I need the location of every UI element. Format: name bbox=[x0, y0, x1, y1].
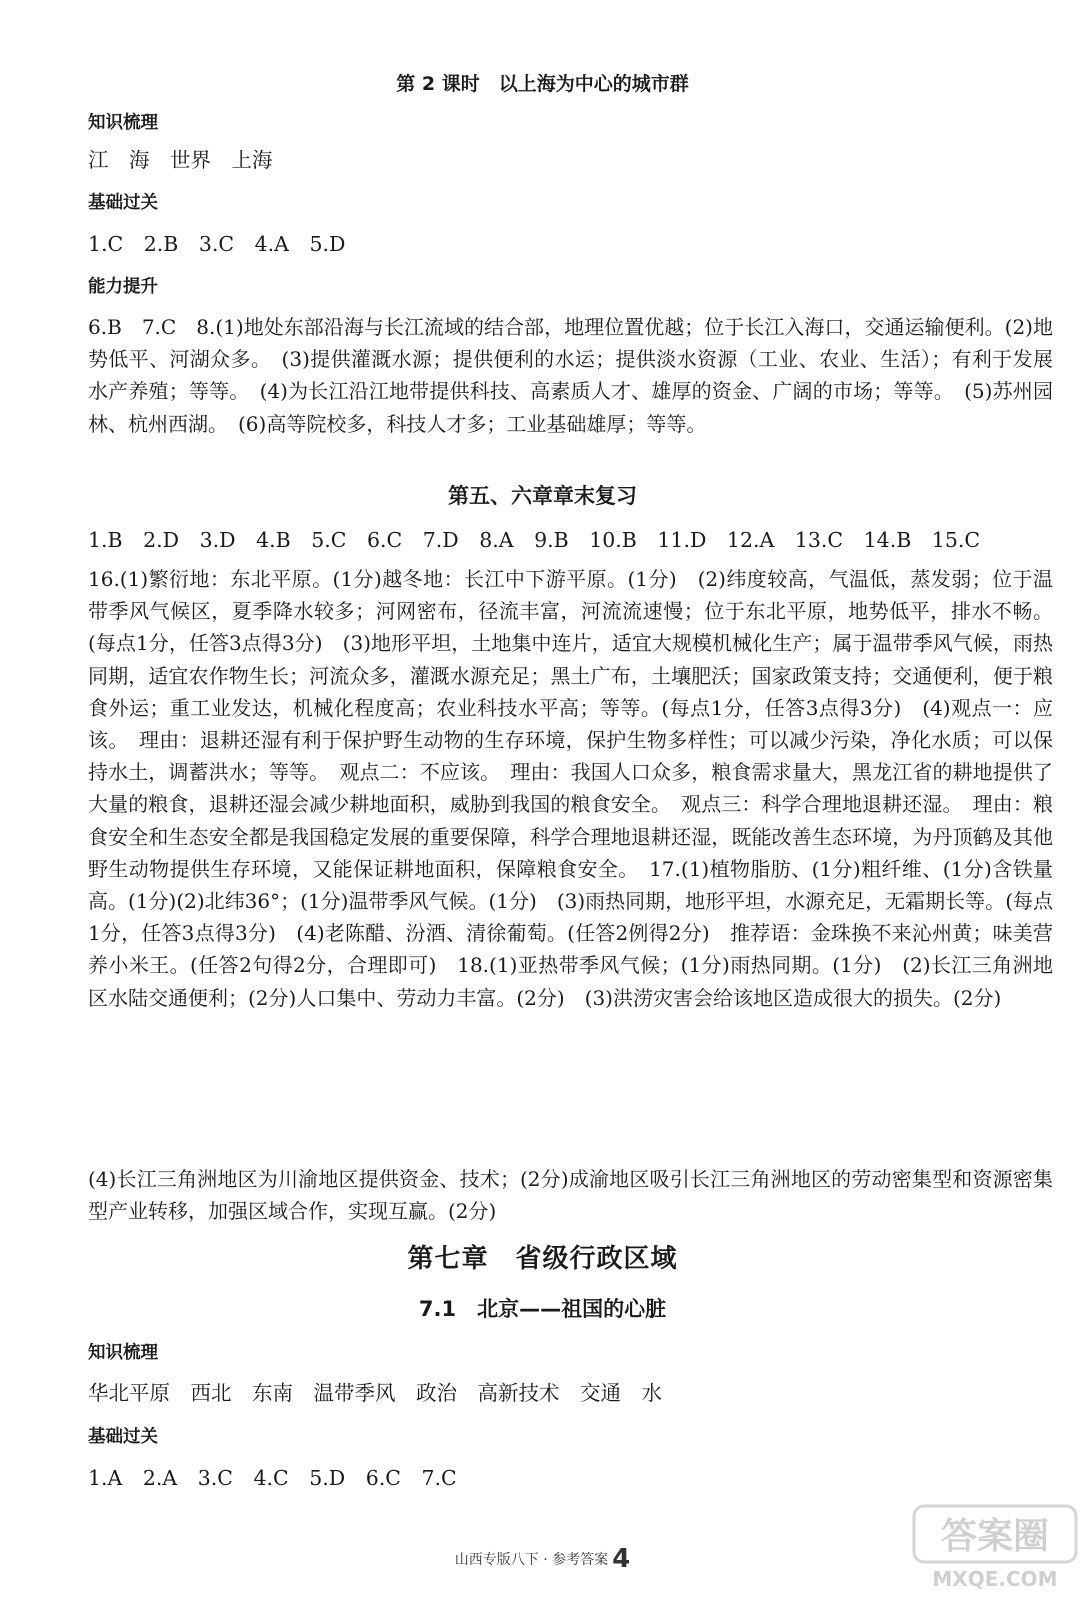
jichu-answers: 1.C 2.B 3.C 4.A 5.D bbox=[88, 232, 346, 256]
watermark-title: 答案圈 bbox=[940, 1516, 1050, 1557]
chapter-title: 第七章 省级行政区域 bbox=[407, 1244, 678, 1274]
review-title: 第五、六章章末复习 bbox=[448, 484, 637, 508]
page-number: 4 bbox=[612, 1544, 631, 1574]
review-mc-answers: 1.B 2.D 3.D 4.B 5.C 6.C 7.D 8.A 9.B 10.B 11.D 12.A 13.C 14.B 15.C bbox=[88, 528, 981, 552]
watermark-graphic bbox=[910, 1500, 1080, 1595]
ch7-jichu-answers: 1.A 2.A 3.C 4.C 5.D 6.C 7.C bbox=[88, 1466, 457, 1490]
ch7-zhishi-answers: 华北平原 西北 东南 温带季风 政治 高新技术 交通 水 bbox=[88, 1381, 662, 1405]
lesson-title: 第 2 课时 以上海为中心的城市群 bbox=[396, 73, 689, 95]
watermark-logo bbox=[910, 1500, 1080, 1595]
jichu-label: 基础过关 bbox=[88, 193, 158, 213]
ch7-jichu-label: 基础过关 bbox=[88, 1427, 158, 1447]
section-title: 7.1 北京——祖国的心脏 bbox=[418, 1297, 667, 1321]
zhishi-answers: 江 海 世界 上海 bbox=[88, 148, 273, 172]
nengli-label: 能力提升 bbox=[88, 277, 158, 297]
review-q18-part4: (4)长江三角洲地区为川渝地区提供资金、技术；(2分)成渝地区吸引长江三角洲地区的劳动密集型和资源密集型产业转移，加强区域合作，实现互赢。(2分) bbox=[88, 1167, 1053, 1224]
watermark-domain: MXQE.COM bbox=[932, 1567, 1058, 1591]
footer-text: 山西专版八下 · 参考答案 bbox=[454, 1552, 609, 1568]
ch7-zhishi-label: 知识梳理 bbox=[88, 1343, 158, 1363]
review-q16-q18: 16.(1)繁衍地：东北平原。(1分)越冬地：长江中下游平原。(1分) (2)纬度较高，气温低，蒸发弱；位于温带季风气候区，夏季降水较多；河网密布，径流丰富，河流流速慢；位于东北平原，地势低平，排水不畅。(每点1分，任答3点得3分) (3)地形平坦，土地集中连片，适宜大规模机械化生产；属于温带季风气候，雨热同期，适宜农作物生长；河流众多，灌溉水源充足；黑土广布，土壤肥沃；国家政策支持；交通便利，便于粮食外运；重工业发达，机械化程度高；农业科技水平高；等等。(每点1分，任答3点得3分) (4)观点一：应该。 理由：退耕还湿有利于保护野生动物的生存环境，保护生物多样性；可以减少污染，净化水质；可以保持水土，调蓄洪水；等等。 观点二：不应该。 理由：我国人口众多，粮食需求量大，黑龙江省的耕地提供了大量的粮食，退耕还湿会减少耕地面积，威胁到我国的粮食安全。 观点三：科学合理地退耕还湿。 理由：粮食安全和生态安全都是我国稳定发展的重要保障，科学合理地退耕还湿，既能改善生态环境，为丹顶鹤及其他野生动物提供生存环境，又能保证耕地面积，保障粮食安全。 17.(1)植物脂肪、(1分)粗纤维、(1分)含铁量高。(1分)(2)北纬36°；(1分)温带季风气候。(1分) (3)雨热同期，地形平坦，水源充足，无霜期长等。(每点1分，任答3点得3分) (4)老陈醋、汾酒、清徐葡萄。(任答2例得2分) 推荐语：金珠换不来沁州黄；味美营养小米王。(任答2句得2分，合理即可) 18.(1)亚热带季风气候；(1分)雨热同期。(1分) (2)长江三角洲地区水陆交通便利；(2分)人口集中、劳动力丰富。(2分) (3)洪涝灾害会给该地区造成很大的损失。(2分) bbox=[88, 567, 1053, 1010]
zhishi-label: 知识梳理 bbox=[88, 113, 158, 133]
nengli-answers: 6.B 7.C 8.(1)地处东部沿海与长江流域的结合部，地理位置优越；位于长江入海口，交通运输便利。(2)地势低平、河湖众多。 (3)提供灌溉水源；提供便利的水运；提供淡水资源（工业、农业、生活）；有利于发展水产养殖；等等。 (4)为长江沿江地带提供科技、高素质人才、雄厚的资金、广阔的市场；等等。 (5)苏州园林、杭州西湖。 (6)高等院校多，科技人才多；工业基础雄厚；等等。 bbox=[88, 315, 1053, 436]
